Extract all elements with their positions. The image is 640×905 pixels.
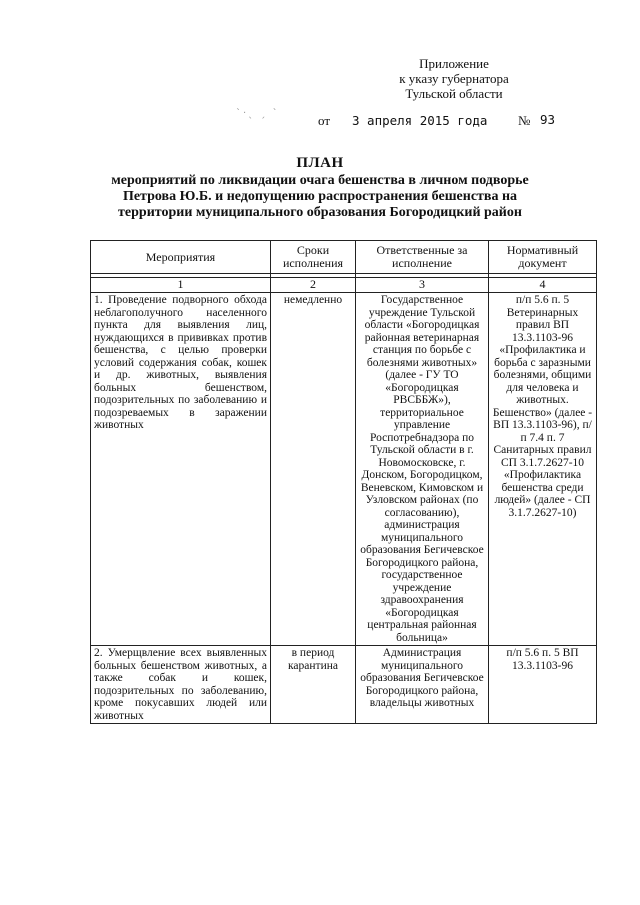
table-row	[91, 293, 597, 646]
document-cell: п/п 5.6 п. 5 Ветеринарных правил ВП 13.3.1103-96 «Профилактика и борьба с заразными болезнями, общими для человека и животных. Бешенство» (далее - ВП 13.3.1103-96), п/п 7.4 п. 7 Санитарных правил СП 3.1.7.2627-10 «Профилактика бешенства среди людей» (далее - СП 3.1.7.2627-10)	[489, 293, 597, 646]
header-document: Нормативный документ	[489, 241, 597, 274]
header-measures: Мероприятия	[91, 241, 271, 274]
responsible-cell: Государственное учреждение Тульской области «Богородицкая районная ветеринарная станция по борьбе с болезнями животных» (далее - ГУ ТО «Богородицкая РВСББЖ»), территориальное управление Роспотребнадзора по Тульской области в г. Новомосковске, г. Донском, Богородицком, Веневском, Кимовском и Узловском районах (по согласованию), администрация муниципального образования Бегичевское Богородицкого района, государственное учреждение здравоохранения «Богородицкая центральная районная больница»	[356, 293, 489, 646]
document-cell: п/п 5.6 п. 5 ВП 13.3.1103-96	[489, 646, 597, 724]
responsible-cell: Администрация муниципального образования Бегичевское Богородицкого района, владельцы животных	[356, 646, 489, 724]
title-main: ПЛАН	[296, 155, 344, 171]
title-line-1: мероприятий по ликвидации очага бешенства в личном подворье	[111, 173, 529, 188]
column-number: 2	[271, 278, 356, 293]
measure-cell: 1. Проведение подворного обхода неблагополучного населенного пункта для выявления лиц, нуждающихся в прививках против бешенства, с целью проверки условий содержания собак, кошек и др. животных, выявления больных бешенством, подозрительных по заболеванию и подозреваемых в заражении животных	[91, 293, 271, 646]
header-responsible: Ответственные за исполнение	[356, 241, 489, 274]
appendix-block	[384, 56, 524, 101]
deadline-cell: немедленно	[271, 293, 356, 646]
number-value: 93	[540, 112, 556, 127]
document-title	[0, 155, 640, 221]
column-number: 3	[356, 278, 489, 293]
header-row	[91, 241, 597, 274]
column-number: 1	[91, 278, 271, 293]
plan-table	[90, 240, 597, 724]
appendix-line-2: к указу губернатора	[399, 71, 509, 86]
dateline	[318, 112, 556, 129]
title-line-2: Петрова Ю.Б. и недопущению распространения бешенства на	[122, 189, 518, 204]
column-number: 4	[489, 278, 597, 293]
deadline-cell: в период карантина	[271, 646, 356, 724]
date-prefix: от	[318, 113, 331, 128]
measure-cell: 2. Умерщвление всех выявленных больных бешенством животных, а также собак и кошек, подозрительных по заболеванию, кроме покусавших людей или животных	[91, 646, 271, 724]
table-row	[91, 646, 597, 724]
header-deadlines: Сроки исполнения	[271, 241, 356, 274]
number-label: №	[518, 113, 531, 128]
title-line-3: территории муниципального образования Богородицкий район	[118, 205, 522, 220]
appendix-line-3: Тульской области	[405, 86, 503, 101]
appendix-line-1: Приложение	[419, 56, 489, 71]
faint-marks: ˋ·ˎ ˏ ˋ	[236, 108, 280, 119]
column-number-row	[91, 278, 597, 293]
date-value: 3 апреля 2015 года	[352, 113, 488, 128]
